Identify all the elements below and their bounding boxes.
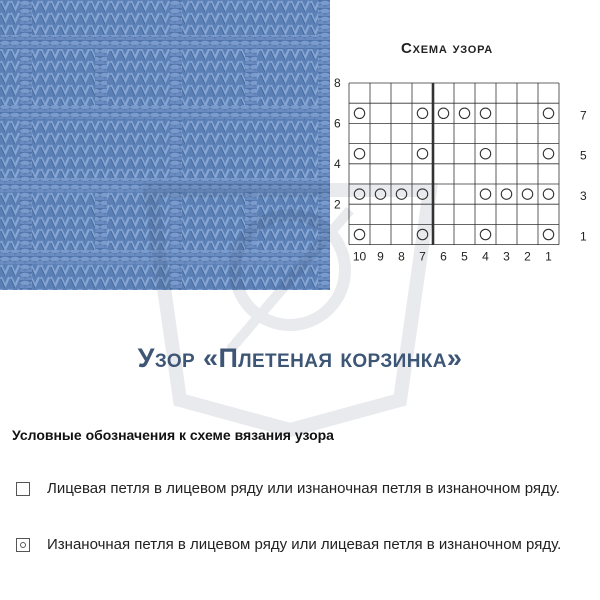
purl-stitch-mark	[354, 229, 364, 239]
purl-stitch-mark	[480, 189, 490, 199]
column-label: 6	[440, 249, 447, 264]
row-label-left: 4	[334, 156, 341, 171]
row-label-left: 8	[334, 76, 341, 91]
chart-title: Схема узора	[401, 40, 494, 57]
column-label: 3	[503, 249, 510, 264]
legend-heading: Условные обозначения к схеме вязания узора	[12, 427, 334, 443]
row-label-right: 1	[580, 229, 587, 244]
row-label-right: 3	[580, 189, 587, 204]
purl-stitch-mark	[480, 108, 490, 118]
knitting-chart	[325, 75, 600, 290]
column-label: 7	[419, 249, 426, 264]
purl-stitch-mark	[438, 108, 448, 118]
purl-stitch-mark	[417, 149, 427, 159]
row-label-left: 2	[334, 197, 341, 212]
purl-stitch-mark	[480, 229, 490, 239]
purl-stitch-mark	[501, 189, 511, 199]
purl-dot-icon	[20, 542, 26, 548]
purl-stitch-mark	[417, 229, 427, 239]
knitted-swatch-photo	[0, 0, 330, 290]
purl-stitch-mark	[543, 229, 553, 239]
legend-item-purl	[12, 536, 561, 553]
purl-stitch-mark	[354, 108, 364, 118]
purl-stitch-mark	[480, 149, 490, 159]
column-label: 9	[377, 249, 384, 264]
legend-item-text: Изнаночная петля в лицевом ряду или лицевая петля в изнаночном ряду.	[47, 536, 562, 553]
purl-stitch-mark	[459, 108, 469, 118]
purl-stitch-mark	[354, 189, 364, 199]
purl-stitch-mark	[522, 189, 532, 199]
empty-square-icon	[16, 482, 30, 496]
row-label-right: 7	[580, 108, 587, 123]
column-label: 2	[524, 249, 531, 264]
purl-stitch-mark	[543, 149, 553, 159]
column-label: 1	[545, 249, 552, 264]
column-label: 5	[461, 249, 468, 264]
column-label: 4	[482, 249, 489, 264]
row-label-right: 5	[580, 148, 587, 163]
legend-item-knit	[12, 480, 560, 497]
purl-stitch-mark	[417, 108, 427, 118]
circle-square-icon	[16, 538, 30, 552]
purl-stitch-mark	[543, 189, 553, 199]
purl-stitch-mark	[354, 149, 364, 159]
row-label-left: 6	[334, 116, 341, 131]
purl-stitch-mark	[375, 189, 385, 199]
page-title: Узор «Плетеная корзинка»	[137, 343, 463, 373]
legend-item-text: Лицевая петля в лицевом ряду или изнаночная петля в изнаночном ряду.	[47, 480, 560, 497]
purl-stitch-mark	[417, 189, 427, 199]
column-label: 10	[352, 249, 367, 264]
purl-stitch-mark	[396, 189, 406, 199]
purl-stitch-mark	[543, 108, 553, 118]
column-label: 8	[398, 249, 405, 264]
